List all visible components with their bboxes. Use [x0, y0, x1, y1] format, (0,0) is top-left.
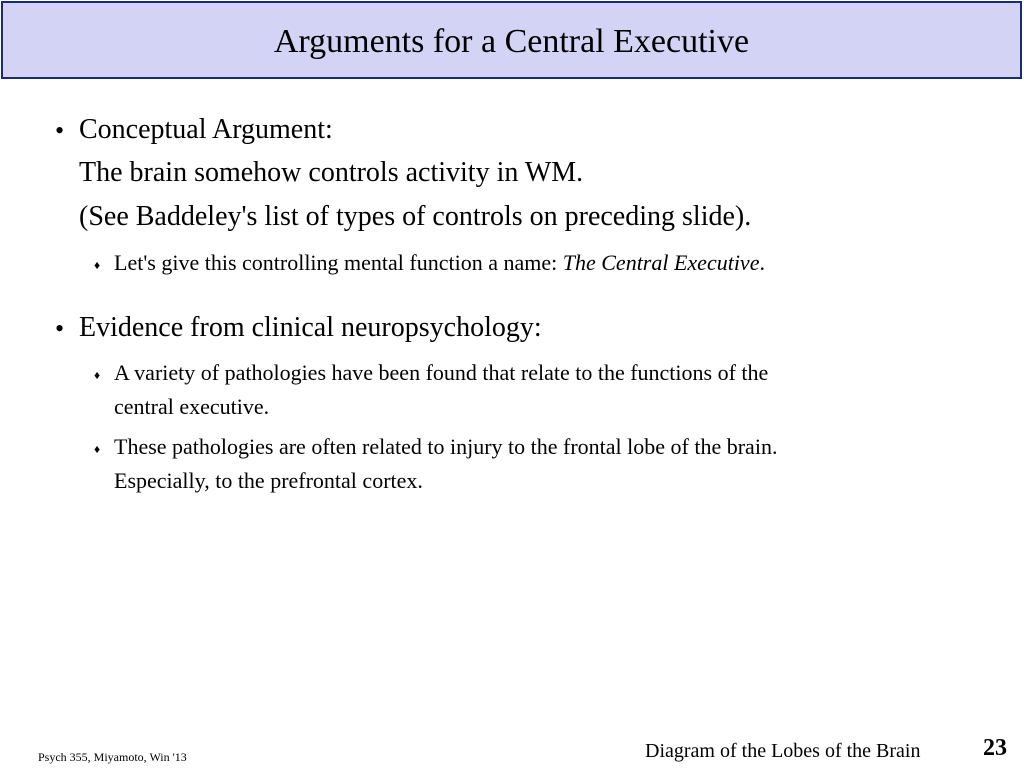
subbullet-central-executive [114, 252, 765, 274]
footer-course-info: Psych 355, Miyamoto, Win '13 [38, 750, 187, 764]
bullet-1-line-2: The brain somehow controls activity in WM. [79, 157, 584, 188]
bullet-2-line-1: Evidence from clinical neuropsychology: [79, 312, 542, 343]
subbullet-pathologies-line-1: A variety of pathologies have been found that relate to the functions of the [114, 360, 769, 385]
subbullet-pathologies-line-2: central executive. [114, 394, 270, 419]
diamond-bullet-icon: ♦ [94, 442, 101, 456]
slide-title: Arguments for a Central Executive [273, 23, 750, 60]
diamond-bullet-icon: ♦ [94, 258, 101, 272]
subbullet-italic-term: The Central Executive [562, 250, 760, 275]
bullet-icon: • [55, 314, 65, 343]
subbullet-period: . [759, 250, 765, 275]
footer-diagram-link[interactable]: Diagram of the Lobes of the Brain [645, 740, 921, 762]
bullet-icon: • [55, 116, 65, 145]
subbullet-frontal-lobe-line-2: Especially, to the prefrontal cortex. [114, 468, 423, 493]
bullet-1-line-1: Conceptual Argument: [79, 114, 333, 145]
subbullet-text: Let's give this controlling mental function a name: [114, 250, 563, 275]
diamond-bullet-icon: ♦ [94, 368, 101, 382]
slide-number: 23 [983, 735, 1007, 761]
subbullet-frontal-lobe-line-1: These pathologies are often related to injury to the frontal lobe of the brain. [114, 434, 778, 459]
bullet-1-line-3: (See Baddeley's list of types of controls on preceding slide). [79, 201, 752, 232]
